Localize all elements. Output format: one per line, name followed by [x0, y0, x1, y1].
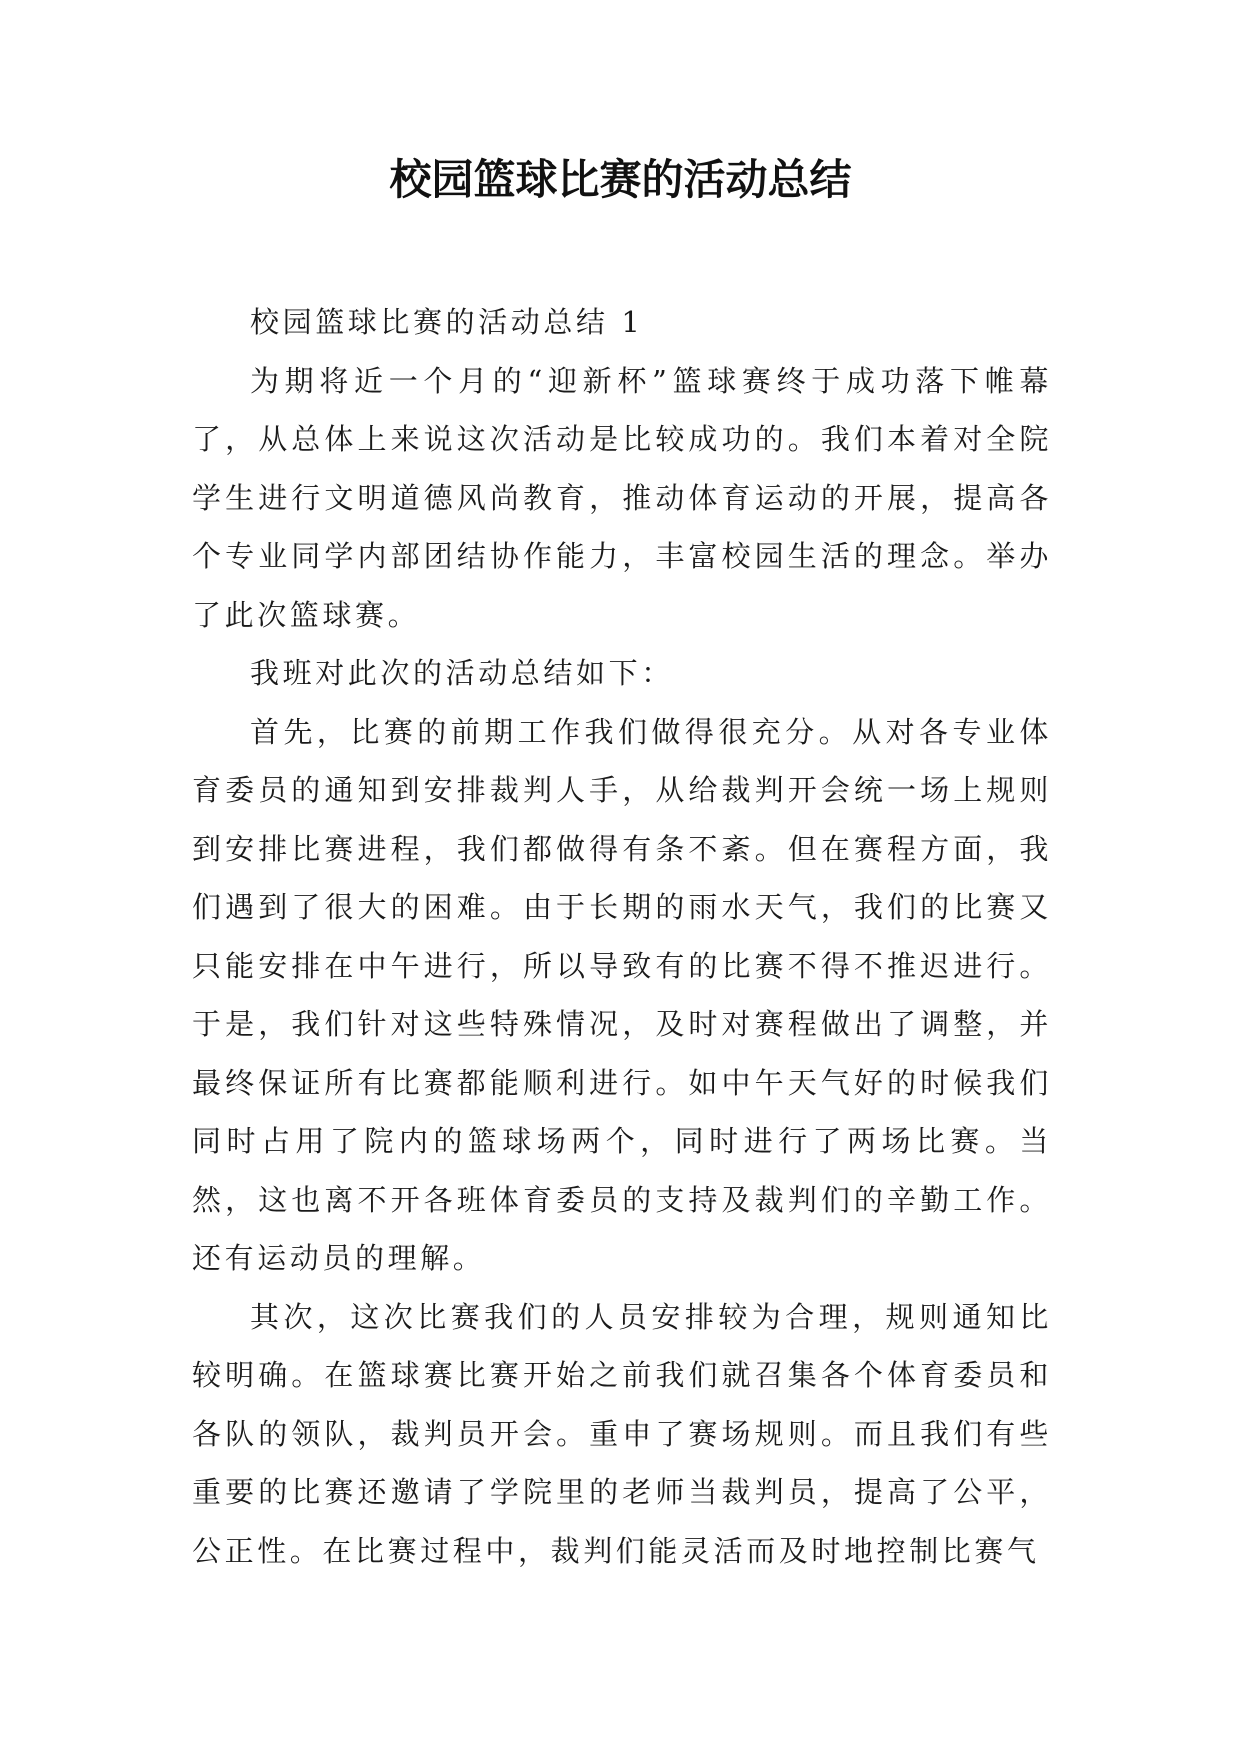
paragraph-summary-lead: 我班对此次的活动总结如下：: [250, 656, 674, 690]
paragraph-intro: 为期将近一个月的“迎新杯”篮球赛终于成功落下帷幕了，从总体上来说这次活动是比较成功的。我们本着对全院学生进行文明道德风尚教育，推动体育运动的开展，提高各个专业同学内部团结协作能力，丰富校园生活的理念。举办了此次篮球赛。: [192, 363, 1052, 632]
paragraph-first-point: 首先，比赛的前期工作我们做得很充分。从对各专业体育委员的通知到安排裁判人手，从给裁判开会统一场上规则到安排比赛进程，我们都做得有条不紊。但在赛程方面，我们遇到了很大的困难。由于长期的雨水天气，我们的比赛又只能安排在中午进行，所以导致有的比赛不得不推迟进行。于是，我们针对这些特殊情况，及时对赛程做出了调整，并最终保证所有比赛都能顺利进行。如中午天气好的时候我们同时占用了院内的篮球场两个，同时进行了两场比赛。当然，这也离不开各班体育委员的支持及裁判们的辛勤工作。还有运动员的理解。: [192, 714, 1052, 1275]
document-title: 校园篮球比赛的活动总结: [389, 155, 852, 204]
paragraph-subtitle: 校园篮球比赛的活动总结 1: [250, 305, 644, 339]
paragraph-second-point: 其次，这次比赛我们的人员安排较为合理，规则通知比较明确。在篮球赛比赛开始之前我们就召集各个体育委员和各队的领队，裁判员开会。重申了赛场规则。而且我们有些重要的比赛还邀请了学院里的老师当裁判员，提高了公平，公正性。在比赛过程中，裁判们能灵活而及时地控制比赛气: [192, 1299, 1052, 1568]
document-body: [192, 293, 1052, 1580]
